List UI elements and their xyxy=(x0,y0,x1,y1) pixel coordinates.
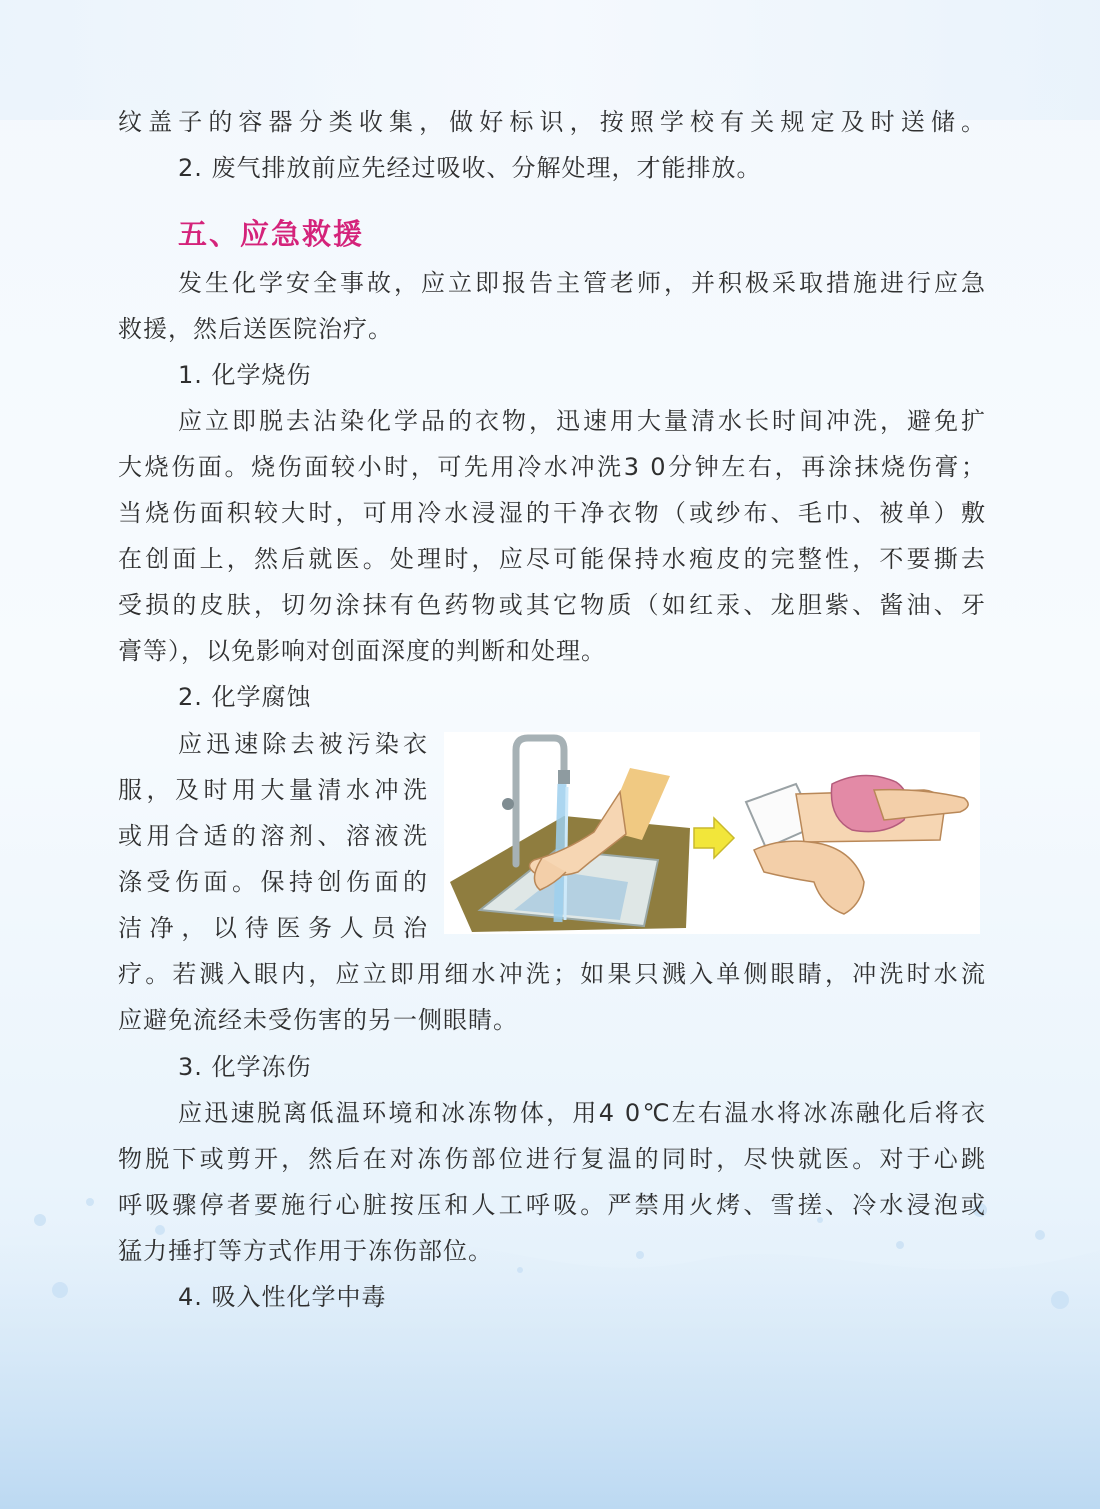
paragraph-line: 大烧伤面。烧伤面较小时，可先用冷水冲洗3 0分钟左右，再涂抹烧伤膏； xyxy=(118,453,986,481)
paragraph-line: 2. 废气排放前应先经过吸收、分解处理，才能排放。 xyxy=(178,154,762,182)
paragraph-line: 在创面上，然后就医。处理时，应尽可能保持水疱皮的完整性，不要撕去 xyxy=(118,545,986,573)
paragraph-line: 洁净，以待医务人员治 xyxy=(118,914,428,942)
subheading-chemical-burn: 1. 化学烧伤 xyxy=(178,361,312,389)
washing-illustration xyxy=(444,732,980,934)
paragraph-line: 猛力捶打等方式作用于冻伤部位。 xyxy=(118,1237,493,1265)
paragraph-line: 受损的皮肤，切勿涂抹有色药物或其它物质（如红汞、龙胆紫、酱油、牙 xyxy=(118,591,986,619)
first-aid-illustration xyxy=(444,732,980,934)
paragraph-line: 应迅速除去被污染衣 xyxy=(178,730,428,758)
section-heading: 五、应急救援 xyxy=(178,217,365,251)
paragraph-line: 物脱下或剪开，然后在对冻伤部位进行复温的同时，尽快就医。对于心跳 xyxy=(118,1145,986,1173)
background-top-wash xyxy=(0,0,1100,120)
subheading-inhalation-poisoning: 4. 吸入性化学中毒 xyxy=(178,1283,387,1311)
subheading-chemical-corrosion: 2. 化学腐蚀 xyxy=(178,683,312,711)
paragraph-line: 服，及时用大量清水冲洗 xyxy=(118,776,428,804)
paragraph-line: 纹盖子的容器分类收集，做好标识，按照学校有关规定及时送储。 xyxy=(118,108,986,136)
subheading-chemical-frostbite: 3. 化学冻伤 xyxy=(178,1053,312,1081)
paragraph-line: 呼吸骤停者要施行心脏按压和人工呼吸。严禁用火烤、雪搓、冷水浸泡或 xyxy=(118,1191,986,1219)
paragraph-line: 涤受伤面。保持创伤面的 xyxy=(118,868,428,896)
paragraph-line: 或用合适的溶剂、溶液洗 xyxy=(118,822,428,850)
paragraph-line: 应立即脱去沾染化学品的衣物，迅速用大量清水长时间冲洗，避免扩 xyxy=(178,407,986,435)
paragraph-line: 发生化学安全事故，应立即报告主管老师，并积极采取措施进行应急 xyxy=(178,269,986,297)
paragraph-line: 应避免流经未受伤害的另一侧眼睛。 xyxy=(118,1006,518,1034)
paragraph-line: 膏等），以免影响对创面深度的判断和处理。 xyxy=(118,637,606,665)
paragraph-line: 当烧伤面积较大时，可用冷水浸湿的干净衣物（或纱布、毛巾、被单）敷 xyxy=(118,499,986,527)
paragraph-line: 应迅速脱离低温环境和冰冻物体，用4 0℃左右温水将冰冻融化后将衣 xyxy=(178,1099,986,1127)
paragraph-line: 疗。若溅入眼内，应立即用细水冲洗；如果只溅入单侧眼睛，冲洗时水流 xyxy=(118,960,986,988)
paragraph-line: 救援，然后送医院治疗。 xyxy=(118,315,393,343)
